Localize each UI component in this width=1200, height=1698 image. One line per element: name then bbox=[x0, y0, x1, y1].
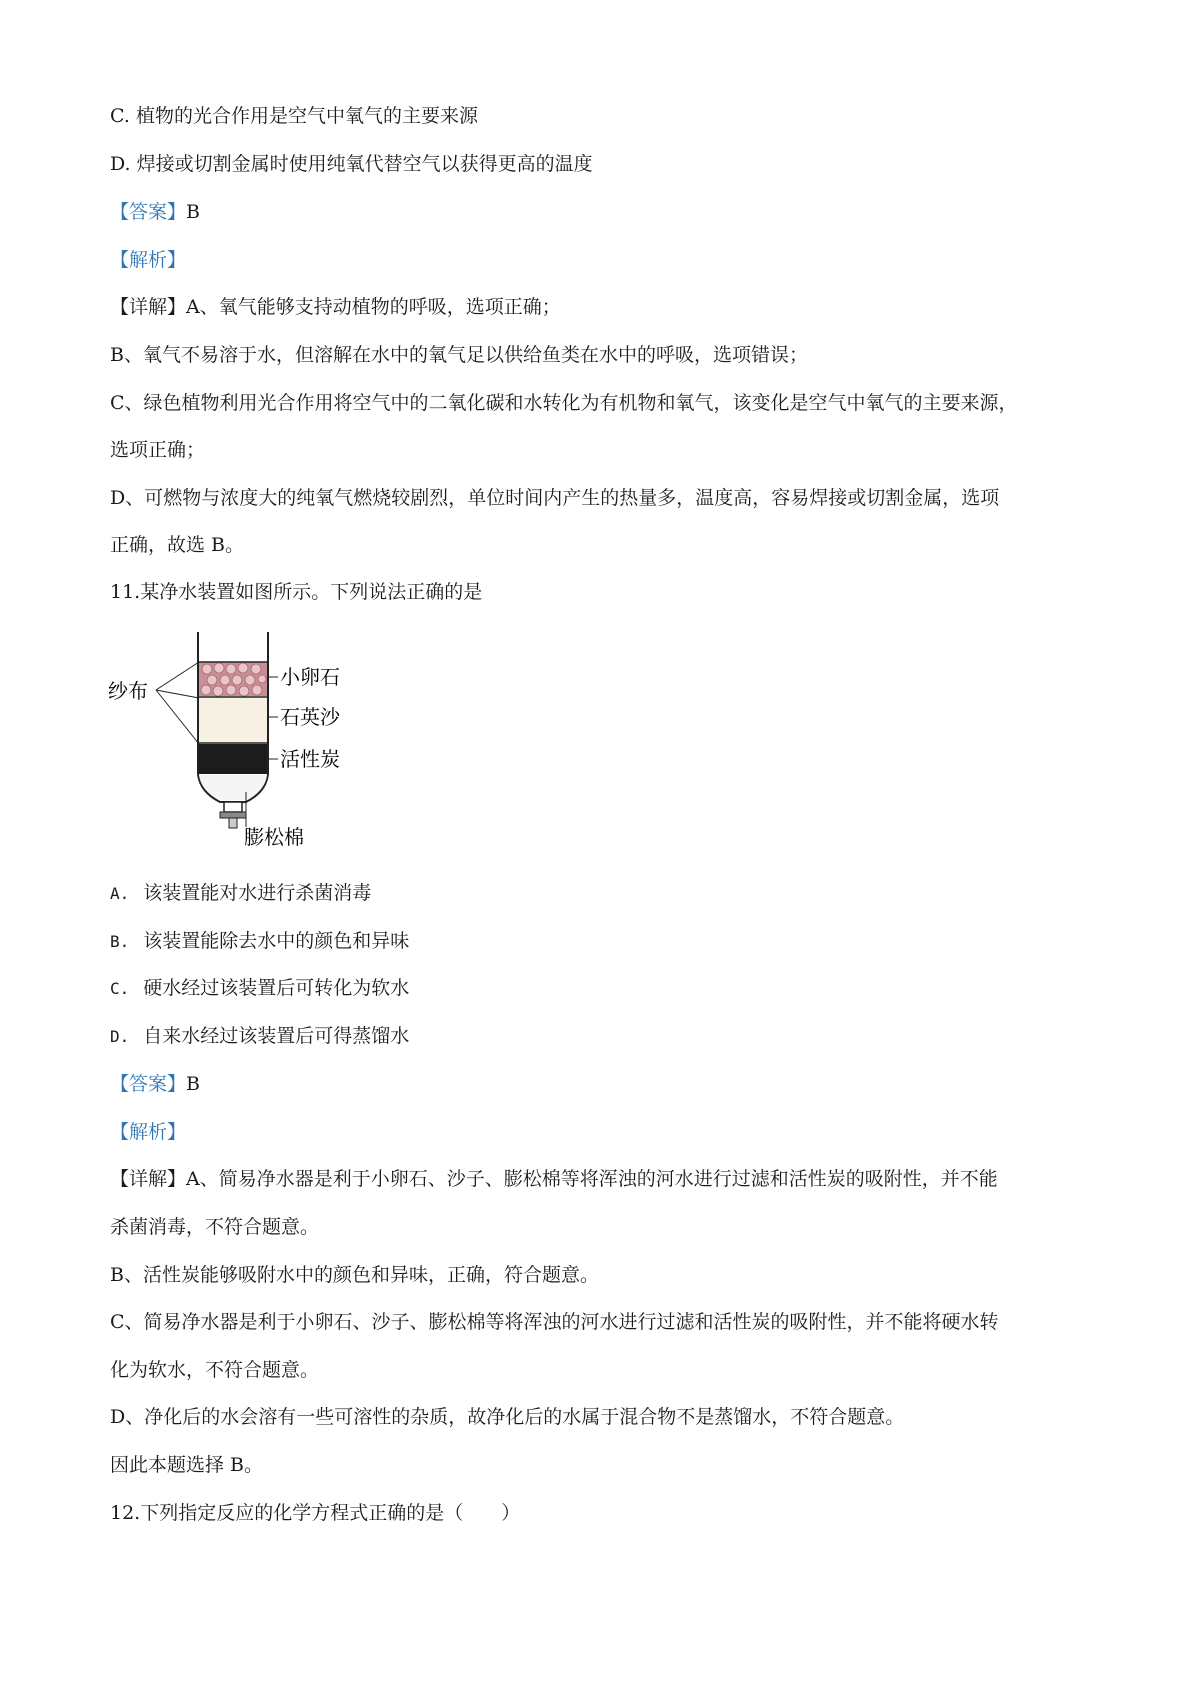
nozzle-cap bbox=[220, 812, 246, 818]
detail-tag: 【详解】 bbox=[110, 296, 187, 318]
option-letter: B. bbox=[110, 932, 130, 951]
detail-a-line2: 杀菌消毒，不符合题意。 bbox=[110, 1216, 320, 1238]
option-d bbox=[110, 1023, 409, 1050]
option-text: 该装置能对水进行杀菌消毒 bbox=[143, 882, 372, 904]
detail-b: B、活性炭能够吸附水中的颜色和异味，正确，符合题意。 bbox=[110, 1264, 599, 1286]
answer-value: B bbox=[186, 1073, 200, 1095]
detail-a bbox=[110, 294, 561, 320]
detail-tag: 【详解】 bbox=[110, 1168, 187, 1190]
nozzle bbox=[224, 802, 242, 812]
detail-a-text: A、简易净水器是利于小卵石、沙子、膨松棉等将浑浊的河水进行过滤和活性炭的吸附性，并不能 bbox=[186, 1168, 998, 1190]
option-c: C. 植物的光合作用是空气中氧气的主要来源 bbox=[110, 105, 478, 127]
option-d: D. 焊接或切割金属时使用纯氧代替空气以获得更高的温度 bbox=[110, 153, 593, 175]
question-stem: 11.某净水装置如图所示。下列说法正确的是 bbox=[110, 581, 483, 603]
label-pebble: 小卵石 bbox=[280, 665, 340, 689]
detail-c-line2: 化为软水，不符合题意。 bbox=[110, 1359, 320, 1381]
detail-c-line1: C、简易净水器是利于小卵石、沙子、膨松棉等将浑浊的河水进行过滤和活性炭的吸附性，并不能将硬水转 bbox=[110, 1311, 999, 1333]
answer-value: B bbox=[186, 201, 200, 223]
option-text: 该装置能除去水中的颜色和异味 bbox=[143, 930, 410, 952]
detail-c-line2: 选项正确； bbox=[110, 439, 206, 461]
carbon-layer bbox=[199, 744, 267, 774]
detail-d: D、净化后的水会溶有一些可溶性的杂质，故净化后的水属于混合物不是蒸馏水，不符合题意。 bbox=[110, 1406, 905, 1428]
answer-tag: 【答案】 bbox=[110, 201, 187, 223]
option-text: 硬水经过该装置后可转化为软水 bbox=[143, 977, 410, 999]
option-c bbox=[110, 975, 409, 1002]
label-carbon: 活性炭 bbox=[280, 747, 340, 771]
analysis-tag: 【解析】 bbox=[110, 249, 187, 271]
conclusion: 因此本题选择 B。 bbox=[110, 1454, 264, 1476]
quartz-layer bbox=[199, 698, 267, 743]
answer-line bbox=[110, 199, 200, 225]
option-a bbox=[110, 880, 371, 907]
option-text: 自来水经过该装置后可得蒸馏水 bbox=[143, 1025, 410, 1047]
option-b bbox=[110, 928, 409, 955]
detail-a-text: A、氧气能够支持动植物的呼吸，选项正确； bbox=[186, 296, 561, 318]
detail-d-line2: 正确，故选 B。 bbox=[110, 534, 245, 556]
analysis-tag: 【解析】 bbox=[110, 1121, 187, 1143]
detail-c-line1: C、绿色植物利用光合作用将空气中的二氧化碳和水转化为有机物和氧气，该变化是空气中氧气的主要来源， bbox=[110, 392, 1018, 414]
water-filter-diagram bbox=[108, 632, 368, 852]
option-letter: A. bbox=[110, 884, 130, 903]
detail-b: B、氧气不易溶于水，但溶解在水中的氧气足以供给鱼类在水中的呼吸，选项错误； bbox=[110, 344, 808, 366]
question-stem: 12.下列指定反应的化学方程式正确的是（ ） bbox=[110, 1502, 521, 1524]
label-cotton: 膨松棉 bbox=[244, 825, 304, 849]
nozzle-tip bbox=[229, 818, 237, 828]
detail-a-line1 bbox=[110, 1166, 998, 1192]
option-letter: C. bbox=[110, 979, 130, 998]
label-gauze: 纱布 bbox=[108, 679, 148, 703]
answer-line bbox=[110, 1071, 200, 1097]
option-letter: D. bbox=[110, 1027, 130, 1046]
answer-tag: 【答案】 bbox=[110, 1073, 187, 1095]
label-quartz: 石英沙 bbox=[280, 705, 340, 729]
cotton-layer bbox=[199, 775, 267, 800]
detail-d-line1: D、可燃物与浓度大的纯氧气燃烧较剧烈，单位时间内产生的热量多，温度高，容易焊接或切割金属，选项 bbox=[110, 487, 1000, 509]
